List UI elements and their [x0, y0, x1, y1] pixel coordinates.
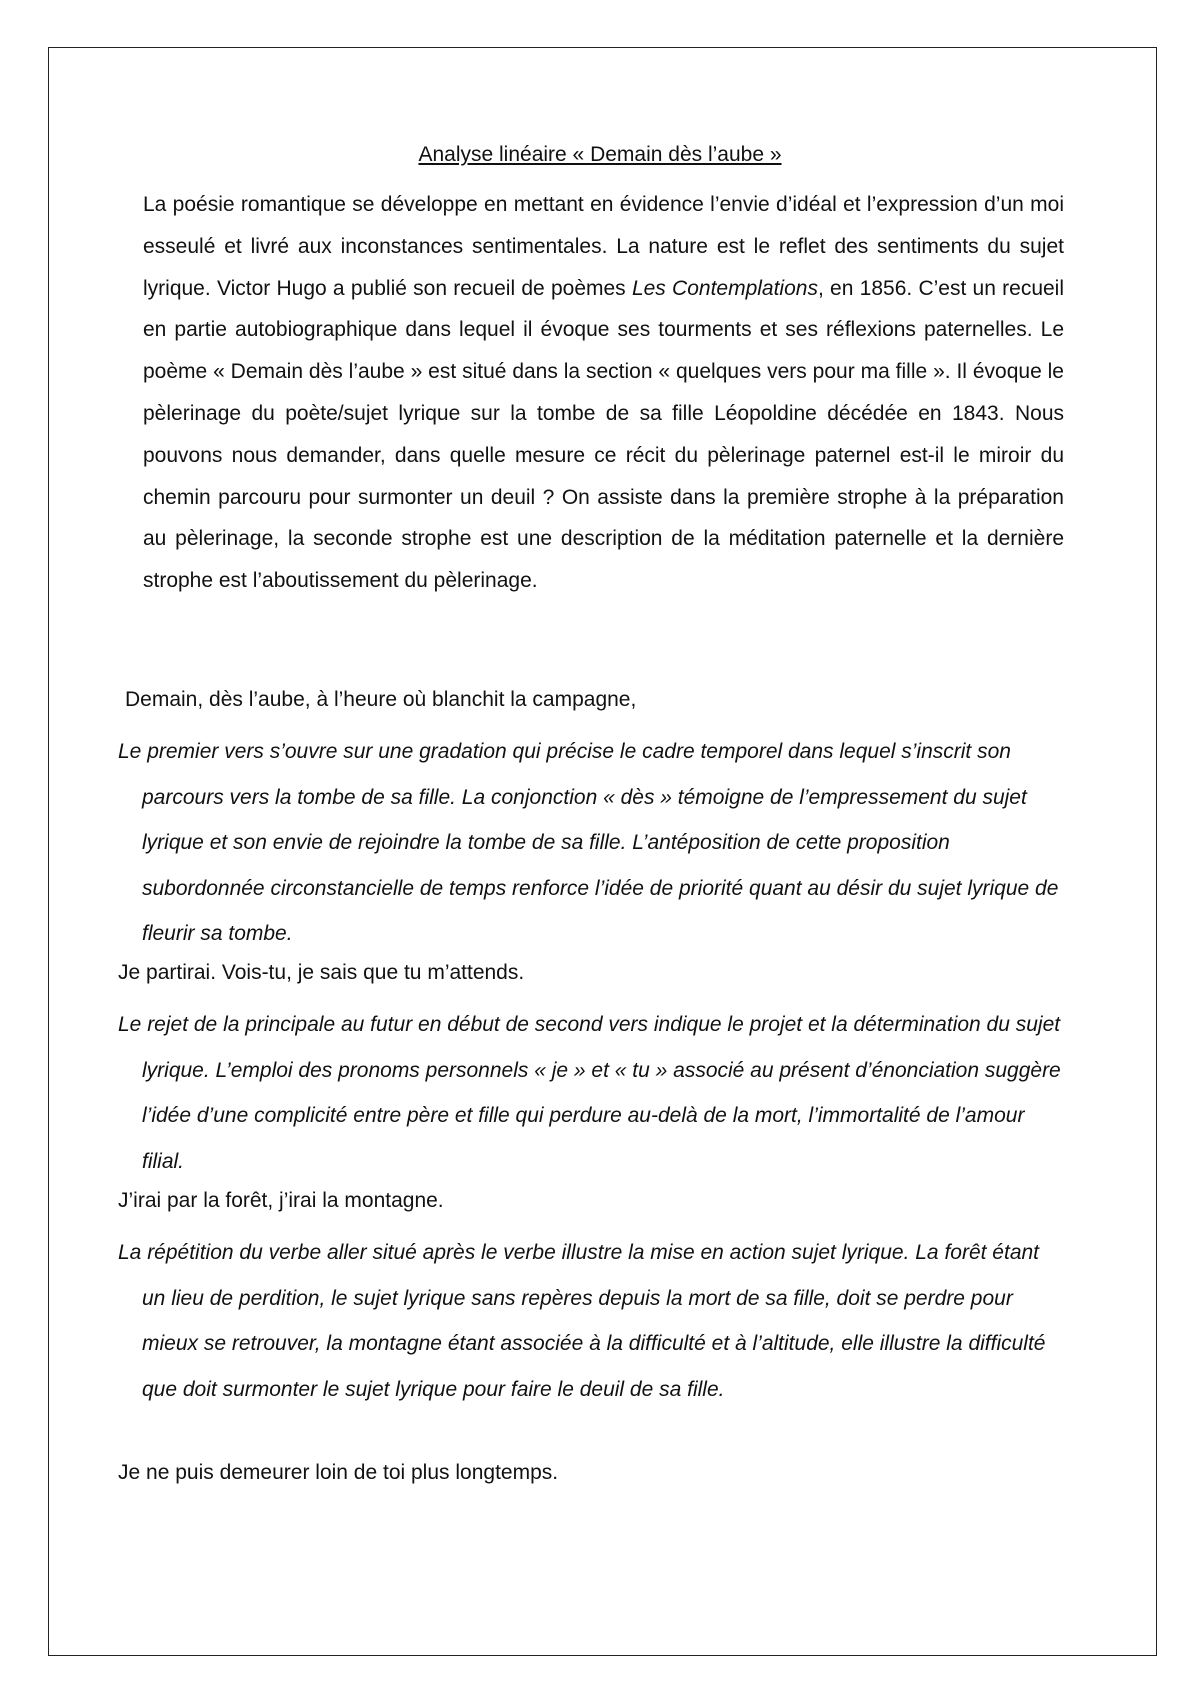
verse-analysis-2: Le rejet de la principale au futur en début de second vers indique le projet et la détermination du sujet lyrique. L’emploi des pronoms personnels « je » et « tu » associé au présent d’énonciation suggère l’idée d’une complicité entre père et fille qui perdure au-delà de la mort, l’immortalité de l’amour filial.	[118, 1013, 1061, 1173]
intro-paragraph	[143, 184, 1064, 602]
book-title: Les Contemplations	[631, 276, 818, 300]
intro-text-part2: , en 1856. C’est un recueil en partie autobiographique dans lequel il évoque ses tourments et ses réflexions paternelles. Le poème « Demain dès l’aube » est situé dans la section « quelques vers pour ma fille ». Il évoque le pèlerinage du poète/sujet lyrique sur la tombe de sa fille Léopoldine décédée en 1843. Nous pouvons nous demander, dans quelle mesure ce récit du pèlerinage paternel est-il le miroir du chemin parcouru pour surmonter un deuil ? On assiste dans la première strophe à la préparation au pèlerinage, la seconde strophe est une description de la méditation paternelle et la dernière strophe est l’aboutissement du pèlerinage.	[143, 276, 1065, 593]
verse-line-1: Demain, dès l’aube, à l’heure où blanchit la campagne,	[125, 688, 637, 711]
verse-block-4	[118, 1458, 1068, 1488]
verse-line-2: Je partirai. Vois-tu, je sais que tu m’attends.	[118, 961, 525, 984]
verse-line-3: J’irai par la forêt, j’irai la montagne.	[118, 1189, 444, 1212]
intro-text-part1: La poésie romantique se développe en mettant en évidence l’envie d’idéal et l’expression d’un moi esseulé et livré aux inconstances sentimentales. La nature est le reflet des sentiments du sujet lyrique. Victor Hugo a publié son recueil de poèmes	[143, 193, 1064, 300]
verse-analysis-3: La répétition du verbe aller situé après le verbe illustre la mise en action sujet lyrique. La forêt étant un lieu de perdition, le sujet lyrique sans repères depuis la mort de sa fille, doit se perdre pour mieux se retrouver, la montagne étant associée à la difficulté et à l’altitude, elle illustre la difficulté que doit surmonter le sujet lyrique pour faire le deuil de sa fille.	[118, 1241, 1046, 1401]
verse-block-3	[118, 1186, 1068, 1412]
verse-block-1	[118, 685, 1068, 957]
document-title: Analyse linéaire « Demain dès l’aube »	[418, 143, 782, 166]
verse-line-4: Je ne puis demeurer loin de toi plus longtemps.	[118, 1461, 559, 1484]
verse-block-2	[118, 958, 1068, 1184]
verse-analysis-1: Le premier vers s’ouvre sur une gradation qui précise le cadre temporel dans lequel s’inscrit son parcours vers la tombe de sa fille. La conjonction « dès » témoigne de l’empressement du sujet lyrique et son envie de rejoindre la tombe de sa fille. L’antéposition de cette proposition subordonnée circonstancielle de temps renforce l’idée de priorité quant au désir du sujet lyrique de fleurir sa tombe.	[118, 740, 1059, 945]
